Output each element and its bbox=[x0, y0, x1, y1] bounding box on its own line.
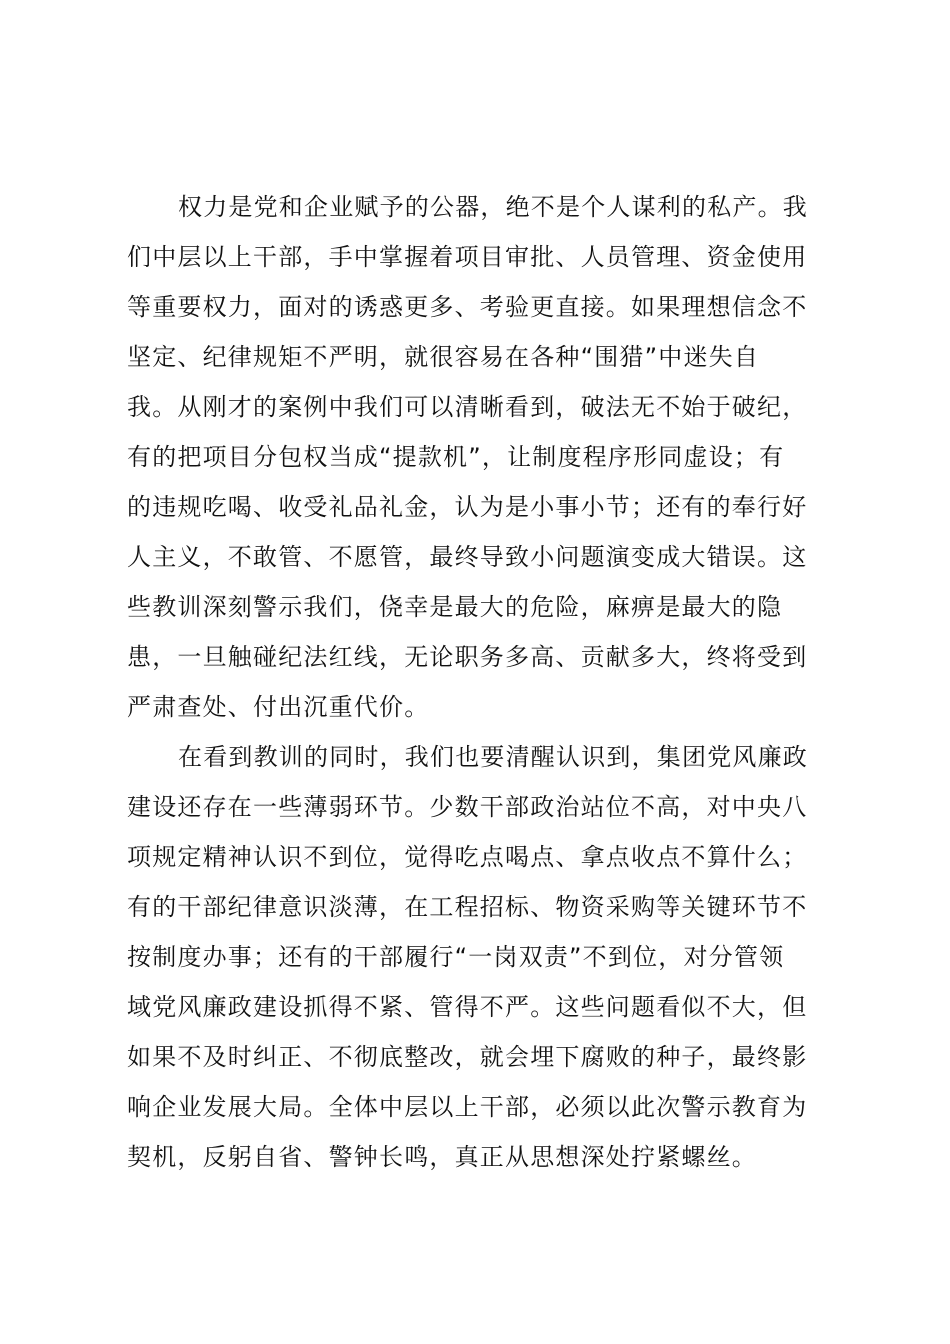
text-line: 等重要权力，面对的诱惑更多、考验更直接。如果理想信念不 bbox=[127, 293, 808, 321]
text-line: 在看到教训的同时，我们也要清醒认识到，集团党风廉政 bbox=[178, 743, 808, 771]
text-line: 的违规吃喝、收受礼品礼金，认为是小事小节；还有的奉行好 bbox=[127, 493, 808, 521]
text-line: 些教训深刻警示我们，侥幸是最大的危险，麻痹是最大的隐 bbox=[127, 593, 783, 621]
text-line: 如果不及时纠正、不彻底整改，就会埋下腐败的种子，最终影 bbox=[127, 1043, 808, 1071]
text-line: 域党风廉政建设抓得不紧、管得不严。这些问题看似不大，但 bbox=[127, 993, 808, 1021]
text-line: 权力是党和企业赋予的公器，绝不是个人谋利的私产。我 bbox=[178, 193, 808, 221]
body-text bbox=[127, 182, 847, 1182]
text-line: 按制度办事；还有的干部履行“一岗双责”不到位，对分管领 bbox=[127, 943, 785, 971]
text-line: 们中层以上干部，手中掌握着项目审批、人员管理、资金使用 bbox=[127, 243, 808, 271]
text-line: 建设还存在一些薄弱环节。少数干部政治站位不高，对中央八 bbox=[127, 793, 808, 821]
paragraph-2 bbox=[127, 732, 847, 1182]
text-line: 坚定、纪律规矩不严明，就很容易在各种“围猎”中迷失自 bbox=[127, 343, 760, 371]
text-line: 人主义，不敢管、不愿管，最终导致小问题演变成大错误。这 bbox=[127, 543, 808, 571]
text-line: 项规定精神认识不到位，觉得吃点喝点、拿点收点不算什么； bbox=[127, 843, 808, 871]
text-line: 有的把项目分包权当成“提款机”，让制度程序形同虚设；有 bbox=[127, 443, 785, 471]
text-line: 有的干部纪律意识淡薄，在工程招标、物资采购等关键环节不 bbox=[127, 893, 808, 921]
text-line: 响企业发展大局。全体中层以上干部，必须以此次警示教育为 bbox=[127, 1093, 808, 1121]
paragraph-1 bbox=[127, 182, 847, 732]
text-line: 契机，反躬自省、警钟长鸣，真正从思想深处拧紧螺丝。 bbox=[127, 1143, 757, 1171]
text-line: 严肃查处、付出沉重代价。 bbox=[127, 693, 430, 721]
text-line: 我。从刚才的案例中我们可以清晰看到，破法无不始于破纪， bbox=[127, 393, 808, 421]
text-line: 患，一旦触碰纪法红线，无论职务多高、贡献多大，终将受到 bbox=[127, 643, 808, 671]
